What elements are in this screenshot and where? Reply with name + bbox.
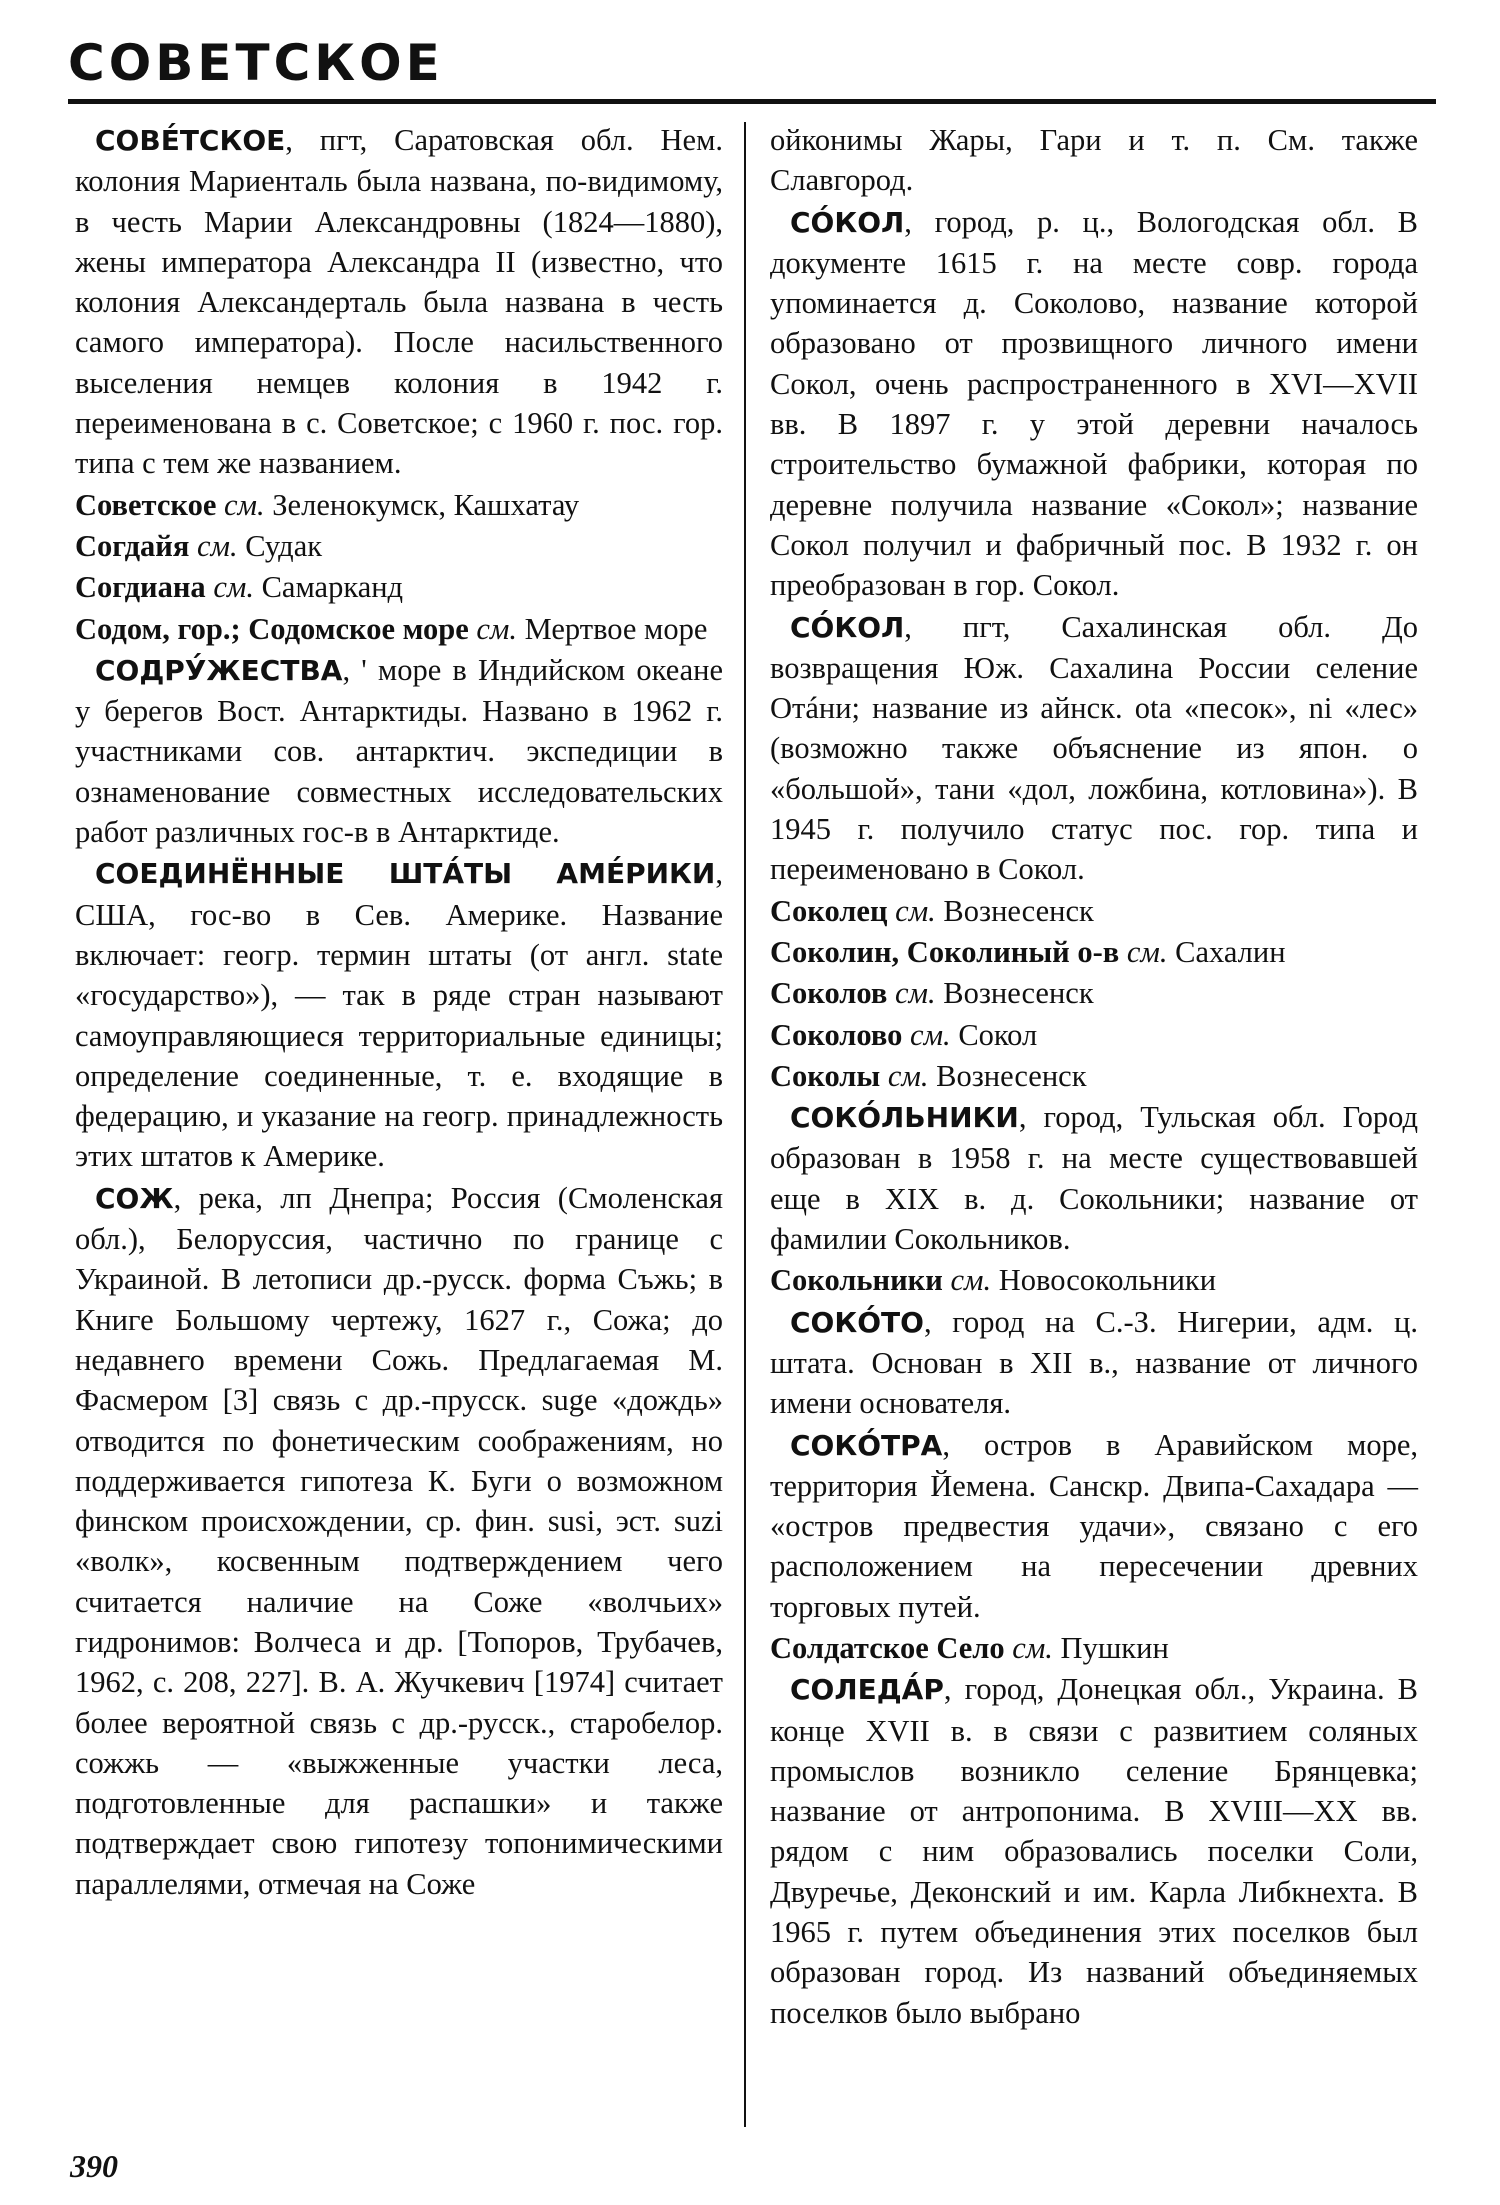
- cross-reference: [770, 1056, 1418, 1096]
- reference-headword: Соколец: [770, 893, 888, 928]
- reference-headword: Содом, гор.; Содомское море: [75, 611, 469, 646]
- reference-headword: Согдайя: [75, 528, 190, 563]
- see-marker: см.: [1126, 934, 1168, 969]
- cross-reference: [75, 609, 723, 649]
- cross-reference: [770, 932, 1418, 972]
- reference-target: Сахалин: [1167, 934, 1286, 969]
- see-marker: см.: [887, 1058, 929, 1093]
- cross-reference: [770, 1015, 1418, 1055]
- entry-text: , город, Донецкая обл., Украина. В конце XVII в. в связи с развитием соляных промыслов возникло селение Брянцевка; название от антропонима. В XVIII—XX вв. рядом с ним образовались поселки Соли, Двуречье, Деконский и им. Карла Либкнехта. В 1965 г. путем объединения этих поселков был образован город. Из названий объединяемых поселков было выбрано: [770, 1672, 1418, 2030]
- reference-headword: Солдатское Село: [770, 1630, 1005, 1665]
- dictionary-entry: [770, 1302, 1418, 1424]
- entry-headword: СО́КОЛ: [790, 610, 905, 644]
- entry-text: , город на С.-З. Нигерии, адм. ц. штата. Основан в XII в., название от личного имени основателя.: [770, 1304, 1418, 1421]
- left-column: [75, 120, 723, 1905]
- right-column: [770, 120, 1418, 2034]
- dictionary-entry: [770, 202, 1418, 606]
- entry-text: , город, р. ц., Вологодская обл. В документе 1615 г. на месте совр. города упоминается д. Соколово, название которой образовано от прозвищного личного имени Сокол, очень распространенного в XVI—XVII вв. В 1897 г. у этой деревни началось строительство бумажной фабрики, которая по деревне получила название «Сокол»; название Сокол получил и фабричный пос. В 1932 г. он преобразован в гор. Сокол.: [770, 204, 1418, 603]
- entry-headword: СОКО́ТРА: [790, 1428, 943, 1462]
- see-marker: см.: [950, 1263, 992, 1298]
- reference-headword: Соколово: [770, 1017, 903, 1052]
- reference-headword: Советское: [75, 487, 217, 522]
- cross-reference: [770, 1628, 1418, 1668]
- dictionary-entry: [770, 1425, 1418, 1627]
- running-header: СОВЕТСКОЕ: [68, 34, 444, 92]
- entry-text: , город, Тульская обл. Город образован в 1958 г. на месте существовавшей еще в XIX в. д. Сокольники; название от фамилии Сокольников.: [770, 1100, 1418, 1257]
- dictionary-entry: [75, 650, 723, 852]
- entry-headword: СОКО́ЛЬНИКИ: [790, 1101, 1019, 1135]
- dictionary-entry: [75, 1178, 723, 1904]
- cross-reference: [75, 526, 723, 566]
- see-marker: см.: [1012, 1630, 1053, 1665]
- entry-text: , остров в Аравийском море, территория Йемена. Санскр. Двипа-Сахадара — «остров предвестия удачи», связано с его расположением на пересечении древних торговых путей.: [770, 1427, 1418, 1624]
- reference-target: Вознесенск: [935, 893, 1094, 928]
- reference-target: Зеленокумск, Кашхатау: [264, 487, 580, 522]
- entry-headword: СОДРУ́ЖЕСТВА: [95, 653, 343, 687]
- see-marker: см.: [895, 893, 936, 928]
- entry-headword: СОВЕ́ТСКОЕ: [95, 124, 286, 157]
- see-marker: см.: [910, 1017, 951, 1052]
- entry-text: ойконимы Жары, Гари и т. п. См. также Славгород.: [770, 123, 1418, 198]
- entry-text: , ' море в Индийском океане у берегов Вост. Антарктиды. Названо в 1962 г. участниками сов. антарктич. экспедиции в ознаменование совместных исследовательских работ различных гос-в в Антарктиде.: [75, 652, 723, 850]
- see-marker: см.: [895, 976, 936, 1011]
- see-marker: см.: [224, 487, 265, 522]
- dictionary-entry: [770, 1669, 1418, 2033]
- page-number: 390: [70, 2148, 118, 2184]
- reference-target: Новосокольники: [991, 1263, 1217, 1298]
- entry-headword: СОЕДИНЁННЫЕ ШТА́ТЫ АМЕ́РИКИ: [95, 857, 716, 891]
- reference-target: Пушкин: [1052, 1630, 1169, 1665]
- entry-text: , пгт, Саратовская обл. Нем. колония Мариенталь была названа, по-видимому, в честь Марии Александровны (1824—1880), жены императора Александра II (известно, что колония Александерталь была названа в честь самого императора). После насильственного выселения немцев колония в 1942 г. переименована в с. Советское; с 1960 г. пос. гор. типа с тем же названием.: [75, 123, 723, 481]
- cross-reference: [75, 567, 723, 607]
- reference-headword: Соколов: [770, 976, 888, 1011]
- reference-target: Самарканд: [253, 570, 404, 605]
- entry-headword: СОЖ: [95, 1181, 174, 1215]
- reference-target: Вознесенск: [928, 1058, 1087, 1093]
- header-rule: [68, 99, 1436, 104]
- reference-target: Сокол: [950, 1017, 1038, 1052]
- reference-headword: Согдиана: [75, 570, 206, 605]
- reference-target: Мертвое море: [517, 611, 708, 646]
- see-marker: см.: [197, 528, 238, 563]
- cross-reference: [770, 973, 1418, 1013]
- reference-target: Судак: [237, 528, 323, 563]
- entry-headword: СО́КОЛ: [790, 205, 905, 239]
- column-divider: [744, 122, 746, 2127]
- entry-text: , река, лп Днепра; Россия (Смоленская обл.), Белоруссия, частично по границе с Украиной. В летописи др.-русск. форма Съжь; в Книге Большому чертежу, 1627 г., Сожа; до недавнего времени Сожь. Предлагаемая М. Фасмером [3] связь с др.-прусск. suge «дождь» отводится по фонетическим соображениям, но поддерживается гипотеза К. Буги о возможном финском происхождении, ср. фин. susi, эст. suzi «волк», косвенным подтверждением чего считается наличие на Соже «волчьих» гидронимов: Волчеса и др. [Топоров, Трубачев, 1962, с. 208, 227]. В. А. Жучкевич [1974] считает более вероятной связь с др.-русск., старобелор. сожжь — «выжженные участки леса, подготовленные для распашки» и также подтверждает свою гипотезу топонимическими параллелями, отмечая на Соже: [75, 1180, 723, 1901]
- entry-headword: СОЛЕДА́Р: [790, 1673, 944, 1707]
- cross-reference: [770, 1260, 1418, 1300]
- entry-text: , США, гос-во в Сев. Америке. Название включает: геогр. термин штаты (от англ. state «государство»), — так в ряде стран называют самоуправляющиеся территориальные единицы; определение соединенные, т. е. входящие в федерацию, и указание на геогр. принадлежность этих штатов к Америке.: [75, 856, 723, 1174]
- cross-reference: [770, 891, 1418, 931]
- dictionary-entry: [770, 607, 1418, 890]
- see-marker: см.: [476, 611, 518, 646]
- reference-headword: Соколин, Соколиный о-в: [770, 934, 1120, 969]
- entry-text: , пгт, Сахалинская обл. До возвращения Юж. Сахалина России селение Отáни; название из айнск. ota «песок», ni «лес» (возможно также объяснение из япон. о «большой», тани «дол, ложбина, котловина»). В 1945 г. получило статус пос. гор. типа и переименовано в Сокол.: [770, 609, 1418, 887]
- reference-headword: Соколы: [770, 1058, 881, 1093]
- see-marker: см.: [213, 570, 254, 605]
- reference-headword: Сокольники: [770, 1263, 943, 1298]
- dictionary-entry: [770, 1097, 1418, 1259]
- dictionary-entry: [75, 120, 723, 484]
- dictionary-entry: [75, 853, 723, 1176]
- entry-headword: СОКО́ТО: [790, 1305, 924, 1339]
- entry-continuation: [770, 120, 1418, 201]
- cross-reference: [75, 485, 723, 525]
- reference-target: Вознесенск: [935, 976, 1094, 1011]
